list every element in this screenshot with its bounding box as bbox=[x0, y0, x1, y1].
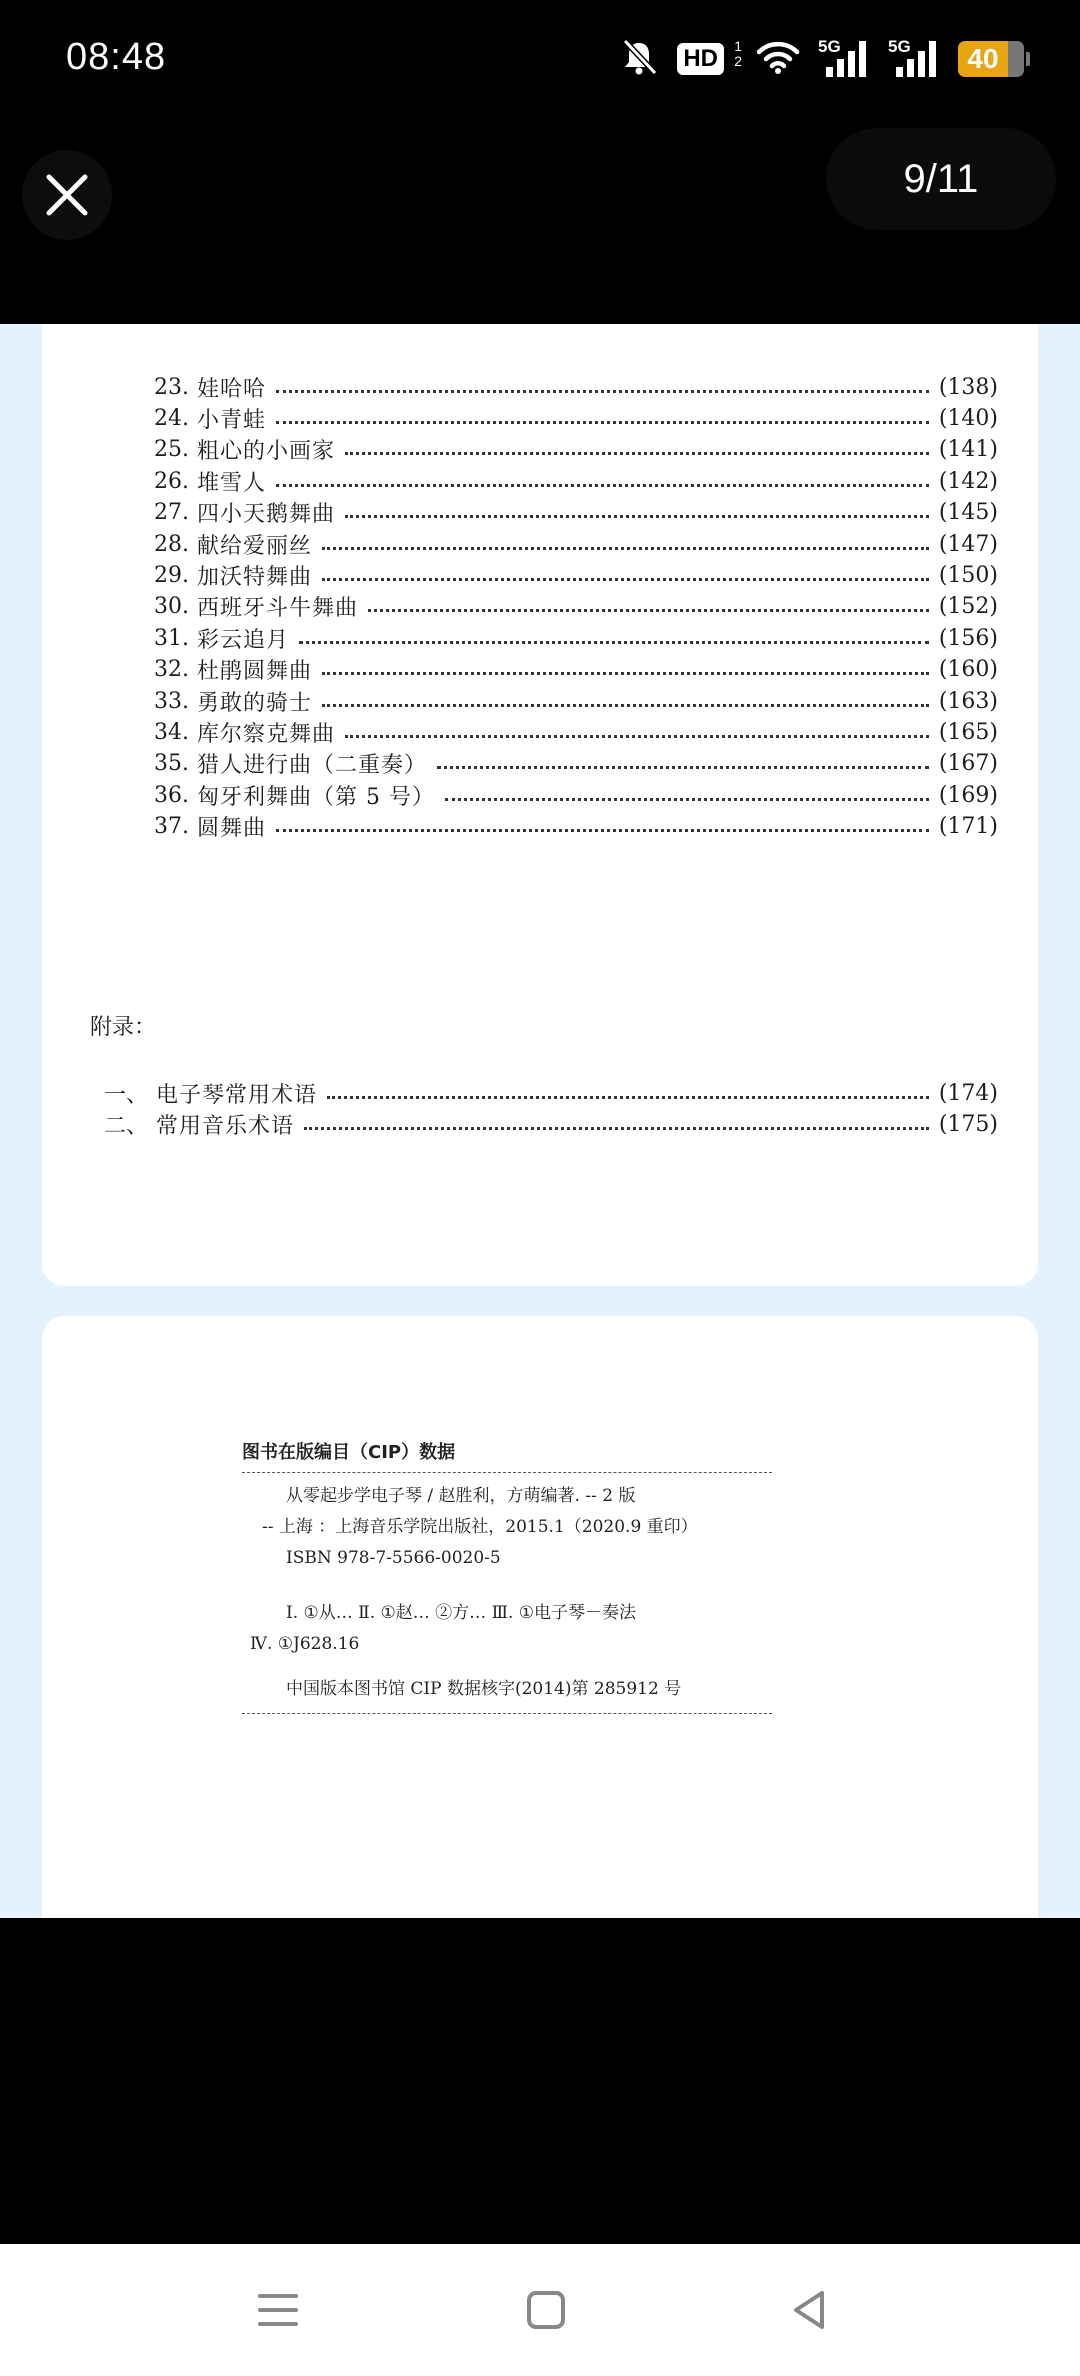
toc-entry-number: 28. bbox=[154, 531, 189, 557]
toc-dot-leader bbox=[322, 547, 929, 550]
network-label-1: 5G bbox=[818, 37, 841, 56]
status-bar bbox=[0, 0, 1080, 120]
toc-entry-title: 常用音乐术语 bbox=[156, 1113, 295, 1139]
toc-entry-number: 36. bbox=[154, 782, 189, 808]
wifi-icon bbox=[756, 39, 800, 79]
toc-entry-page: (171) bbox=[938, 814, 998, 840]
toc-entry-page: (145) bbox=[938, 500, 998, 526]
toc-dot-leader bbox=[322, 672, 929, 675]
toc-entry-page: (175) bbox=[938, 1111, 998, 1137]
cip-divider-bottom bbox=[242, 1713, 772, 1714]
toc-entry-page: (163) bbox=[938, 688, 998, 714]
toc-entry-title: 电子琴常用术语 bbox=[156, 1082, 318, 1108]
toc-dot-leader bbox=[345, 515, 929, 518]
toc-entry-title: 彩云追月 bbox=[197, 627, 290, 653]
toc-entry-number: 一、 bbox=[104, 1082, 149, 1108]
toc-entry-number: 25. bbox=[154, 437, 189, 463]
toc-entry-title: 小青蛙 bbox=[197, 407, 267, 433]
toc-entry-number: 34. bbox=[154, 719, 189, 745]
toc-dot-leader bbox=[368, 609, 929, 612]
toc-entry-number: 27. bbox=[154, 500, 189, 526]
battery-level: 40 bbox=[958, 41, 1008, 77]
close-button[interactable] bbox=[22, 150, 112, 240]
appendix-label: 附录： bbox=[90, 1015, 157, 1040]
viewer-toolbar bbox=[0, 120, 1080, 324]
toc-entry bbox=[104, 1104, 998, 1144]
toc-entry-page: (138) bbox=[938, 374, 998, 400]
toc-entry-title: 献给爱丽丝 bbox=[197, 533, 313, 559]
cip-block bbox=[242, 1438, 772, 1722]
toc-entry-number: 24. bbox=[154, 405, 189, 431]
toc-entry-title: 匈牙利舞曲（第 5 号） bbox=[197, 784, 435, 810]
cip-line-4: Ⅰ. ①从… Ⅱ. ①赵… ②方… Ⅲ. ①电子琴－奏法 bbox=[286, 1603, 637, 1623]
hd-sub bbox=[734, 39, 742, 69]
home-button[interactable] bbox=[510, 2274, 582, 2346]
toc-dot-leader bbox=[445, 798, 929, 801]
toc-dot-leader bbox=[276, 829, 929, 832]
toc-dot-leader bbox=[322, 704, 929, 707]
toc-entry-page: (150) bbox=[938, 562, 998, 588]
toc-dot-leader bbox=[437, 766, 929, 769]
toc-dot-leader bbox=[276, 390, 929, 393]
document-viewer[interactable] bbox=[0, 324, 1080, 1918]
hd-sub-top: 1 bbox=[734, 38, 742, 54]
home-icon bbox=[524, 2288, 568, 2332]
back-icon bbox=[788, 2288, 832, 2332]
toc-entry-page: (156) bbox=[938, 625, 998, 651]
toc-entry-page: (174) bbox=[938, 1080, 998, 1106]
toc-entry-page: (152) bbox=[938, 594, 998, 620]
toc-dot-leader bbox=[322, 578, 929, 581]
status-icons bbox=[619, 34, 1030, 84]
battery-icon bbox=[958, 41, 1030, 77]
cip-line-5: Ⅳ. ①J628.16 bbox=[250, 1634, 360, 1654]
toc-entry-title: 加沃特舞曲 bbox=[197, 564, 313, 590]
toc-entry-page: (160) bbox=[938, 657, 998, 683]
close-icon bbox=[45, 173, 89, 217]
cip-line-3: ISBN 978-7-5566-0020-5 bbox=[286, 1548, 501, 1568]
hd-badge bbox=[677, 38, 742, 75]
cip-line-2: -- 上海 ：上海音乐学院出版社，2015.1（2020.9 重印） bbox=[262, 1517, 698, 1537]
signal-icon-1 bbox=[818, 39, 870, 79]
cip-title: 图书在版编目（CIP）数据 bbox=[242, 1442, 456, 1463]
toc-entry-number: 二、 bbox=[104, 1113, 149, 1139]
toc-entry-page: (165) bbox=[938, 719, 998, 745]
cip-divider-top bbox=[242, 1472, 772, 1473]
document-page-toc bbox=[42, 324, 1038, 1286]
page-counter: 9/11 bbox=[826, 128, 1056, 230]
cip-line-1: 从零起步学电子琴 / 赵胜利，方萌编著. -- 2 版 bbox=[286, 1486, 636, 1506]
battery-empty bbox=[1008, 41, 1024, 77]
menu-icon bbox=[256, 2290, 300, 2330]
toc-dot-leader bbox=[327, 1096, 929, 1099]
status-time: 08:48 bbox=[66, 36, 167, 78]
hd-sub-bottom: 2 bbox=[734, 53, 742, 69]
toc-entry-number: 30. bbox=[154, 594, 189, 620]
toc-entry-number: 37. bbox=[154, 814, 189, 840]
toc-dot-leader bbox=[345, 452, 929, 455]
hd-label: HD bbox=[683, 45, 718, 72]
network-label-2: 5G bbox=[888, 37, 911, 56]
navigation-bar bbox=[0, 2244, 1080, 2376]
document-page-cip bbox=[42, 1316, 1038, 1918]
toc-entry-page: (167) bbox=[938, 751, 998, 777]
toc-entry-page: (142) bbox=[938, 468, 998, 494]
toc-entry bbox=[154, 807, 998, 847]
toc-entry-page: (140) bbox=[938, 405, 998, 431]
toc-entry-number: 26. bbox=[154, 468, 189, 494]
toc-entry-number: 29. bbox=[154, 562, 189, 588]
toc-entry-page: (147) bbox=[938, 531, 998, 557]
toc-dot-leader bbox=[304, 1127, 929, 1130]
toc-entry-number: 35. bbox=[154, 751, 189, 777]
toc-entry-number: 31. bbox=[154, 625, 189, 651]
toc-entry-page: (141) bbox=[938, 437, 998, 463]
viewer-background bbox=[0, 1918, 1080, 2244]
toc-entry-title: 圆舞曲 bbox=[197, 816, 267, 842]
toc-entry-title: 猎人进行曲（二重奏） bbox=[197, 753, 428, 779]
toc-entry-title: 杜鹃圆舞曲 bbox=[197, 659, 313, 685]
signal-icon-2 bbox=[888, 39, 940, 79]
toc-entry-title: 勇敢的骑士 bbox=[197, 690, 313, 716]
toc-entry-title: 四小天鹅舞曲 bbox=[197, 502, 336, 528]
toc-dot-leader bbox=[345, 735, 929, 738]
battery-tip bbox=[1026, 52, 1030, 66]
back-button[interactable] bbox=[774, 2274, 846, 2346]
toc-entry-title: 娃哈哈 bbox=[197, 376, 267, 402]
toc-entry-title: 库尔察克舞曲 bbox=[197, 721, 336, 747]
toc-entry-title: 粗心的小画家 bbox=[197, 439, 336, 465]
toc-entry-title: 西班牙斗牛舞曲 bbox=[197, 596, 359, 622]
toc-dot-leader bbox=[276, 484, 929, 487]
toc-entry-title: 堆雪人 bbox=[197, 470, 267, 496]
toc-dot-leader bbox=[299, 641, 929, 644]
toc-entry-number: 23. bbox=[154, 374, 189, 400]
bell-muted-icon bbox=[619, 37, 659, 81]
toc-dot-leader bbox=[276, 421, 929, 424]
toc-entry-page: (169) bbox=[938, 782, 998, 808]
toc-entry-number: 32. bbox=[154, 657, 189, 683]
cip-line-6: 中国版本图书馆 CIP 数据核字(2014)第 285912 号 bbox=[286, 1679, 682, 1699]
menu-button[interactable] bbox=[242, 2274, 314, 2346]
toc-entry-number: 33. bbox=[154, 688, 189, 714]
